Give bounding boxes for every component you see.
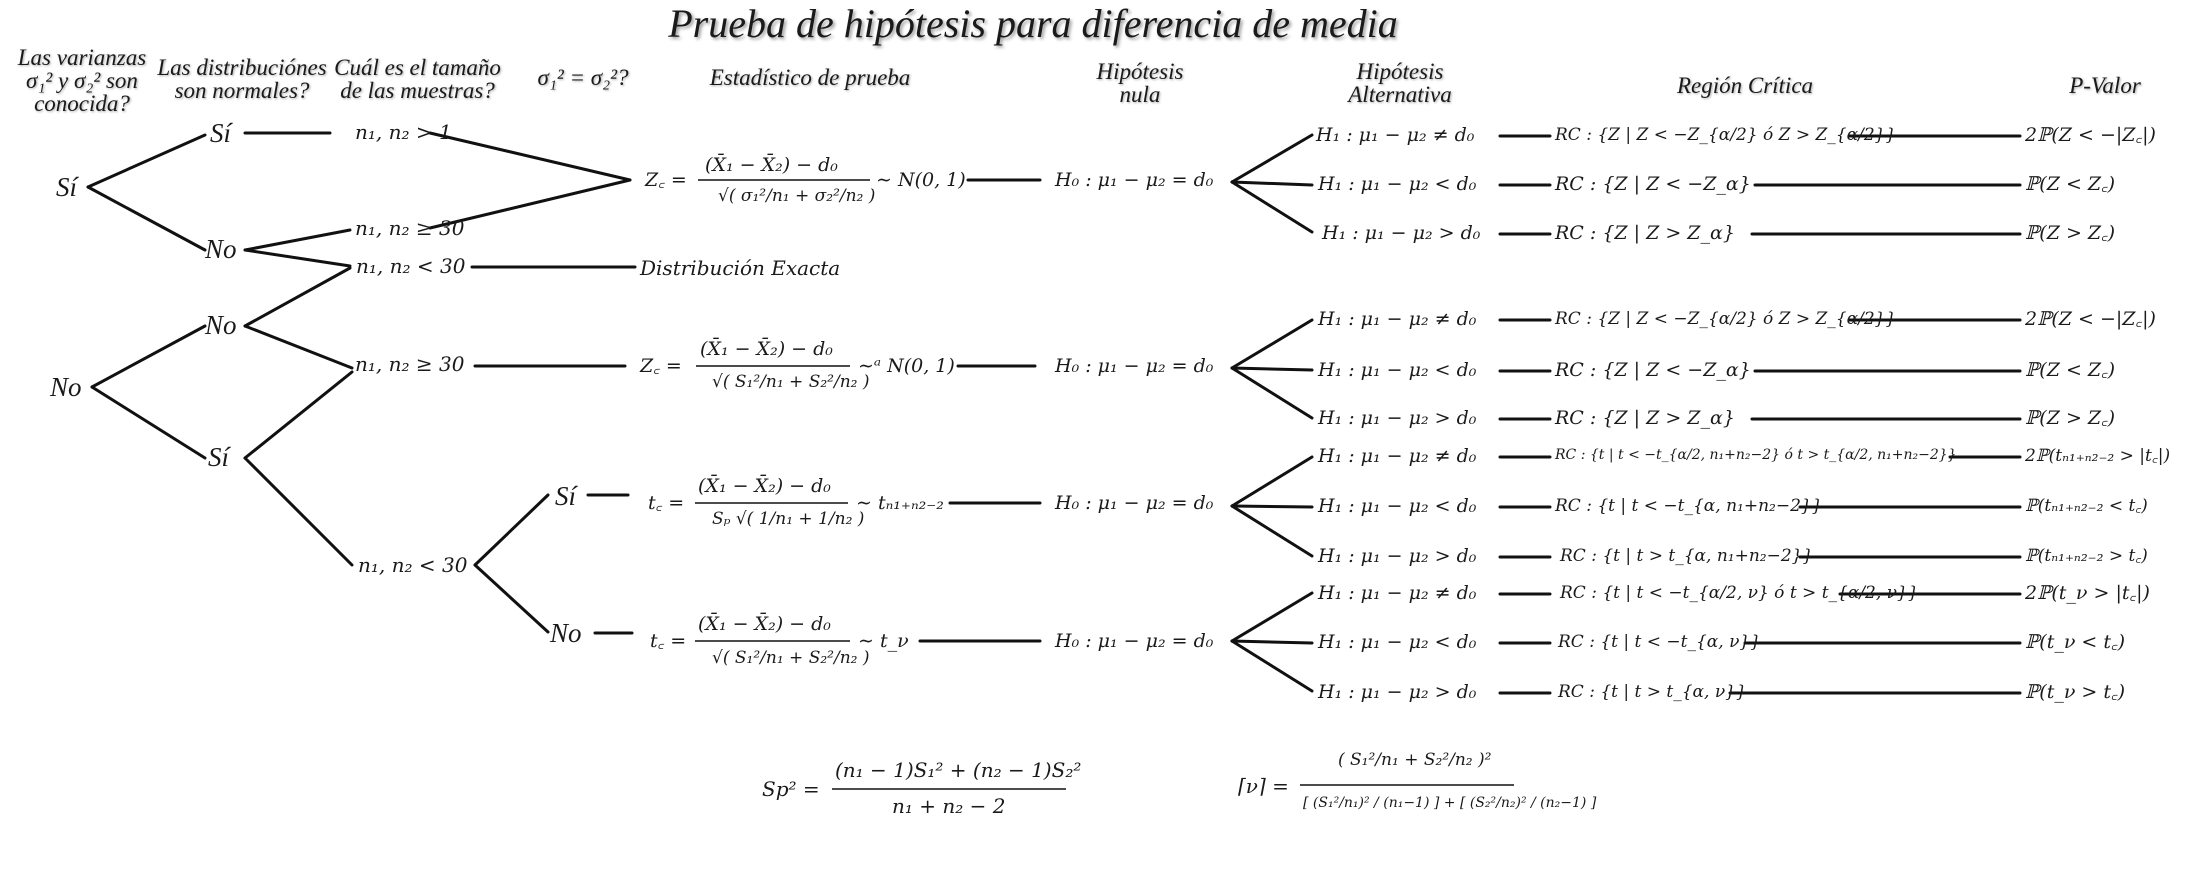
rc-z-lt-2: RC : {Z | Z < −Z_α} (1555, 359, 1751, 381)
pvalue-t-pooled-gt: ℙ(tₙ₁₊ₙ₂₋₂ > t꜀) (2025, 546, 2148, 566)
pvalue-z-ne-1: 2ℙ(Z < −|Z꜀|) (2025, 124, 2156, 146)
node-normal-yes: Sí (210, 118, 232, 148)
node-normal-no: No (205, 234, 237, 264)
alt-gt-2: H₁ : μ₁ − μ₂ > d₀ (1318, 407, 1477, 429)
node-normal-yes-2: Sí (208, 442, 230, 472)
pvalue-z-ne-2: 2ℙ(Z < −|Z꜀|) (2025, 308, 2156, 330)
pvalue-t-welch-ne: 2ℙ(t_ν > |t꜀|) (2025, 582, 2150, 604)
rc-t-welch-lt: RC : {t | t < −t_{α, ν}} (1558, 632, 1762, 652)
null-hypothesis-2: H₀ : μ₁ − μ₂ = d₀ (1055, 355, 1214, 377)
stat-t-welch-numerator: (X̄₁ − X̄₂) − d₀ (698, 613, 831, 635)
pvalue-t-pooled-ne: 2ℙ(tₙ₁₊ₙ₂₋₂ > |t꜀|) (2025, 446, 2171, 466)
alt-lt-3: H₁ : μ₁ − μ₂ < d₀ (1318, 495, 1477, 517)
stat-t-welch-denominator: √( S₁²/n₁ + S₂²/n₂ ) (712, 648, 870, 668)
stat-t-welch-distribution: ∼ t_ν (858, 630, 909, 652)
pvalue-z-lt-2: ℙ(Z < Z꜀) (2025, 359, 2116, 381)
stat-t-welch-lhs: t꜀ = (650, 630, 687, 652)
pooled-variance-lhs: Sp² = (762, 777, 820, 801)
stat-z-approx-denominator: √( S₁²/n₁ + S₂²/n₂ ) (712, 372, 870, 392)
null-hypothesis-4: H₀ : μ₁ − μ₂ = d₀ (1055, 630, 1214, 652)
size-n-lt-30-b: n₁, n₂ < 30 (358, 553, 468, 577)
stat-t-pooled-numerator: (X̄₁ − X̄₂) − d₀ (698, 475, 831, 497)
rc-z-ne-2: RC : {Z | Z < −Z_{α/2} ó Z > Z_{α/2}} (1555, 309, 1897, 329)
stat-z-approx-lhs: Z꜀ = (640, 355, 682, 377)
pvalue-z-lt-1: ℙ(Z < Z꜀) (2025, 173, 2116, 195)
stat-z-approx-numerator: (X̄₁ − X̄₂) − d₀ (700, 338, 833, 360)
header-p-valor: P-Valor (2069, 73, 2141, 98)
alt-gt-4: H₁ : μ₁ − μ₂ > d₀ (1318, 681, 1477, 703)
welch-df-numerator: ( S₁²/n₁ + S₂²/n₂ )² (1338, 750, 1492, 770)
stat-t-pooled-lhs: t꜀ = (648, 492, 685, 514)
node-normal-no-2: No (205, 310, 237, 340)
header-alternativa: Hipótesis Alternativa (1348, 59, 1452, 107)
stat-t-pooled-distribution: ∼ tₙ₁₊ₙ₂₋₂ (856, 492, 944, 514)
header-estadistico: Estadístico de prueba (709, 65, 911, 90)
header-normales: Las distribuciónes son normales? (157, 55, 327, 103)
pooled-variance-denominator: n₁ + n₂ − 2 (892, 794, 1006, 818)
alt-gt-1: H₁ : μ₁ − μ₂ > d₀ (1322, 222, 1481, 244)
diagram-title: Prueba de hipótesis para diferencia de media (668, 1, 1398, 46)
rc-t-pooled-lt: RC : {t | t < −t_{α, n₁+n₂−2}} (1555, 496, 1823, 516)
pvalue-t-welch-gt: ℙ(t_ν > t꜀) (2025, 681, 2126, 703)
alt-gt-3: H₁ : μ₁ − μ₂ > d₀ (1318, 545, 1477, 567)
size-n-ge-30: n₁, n₂ ≥ 30 (355, 216, 465, 240)
alt-lt-1: H₁ : μ₁ − μ₂ < d₀ (1318, 173, 1477, 195)
alt-ne-3: H₁ : μ₁ − μ₂ ≠ d₀ (1318, 445, 1477, 467)
stat-z-known-denominator: √( σ₁²/n₁ + σ₂²/n₂ ) (718, 186, 876, 206)
stat-z-approx-distribution: ∼ᵃ N(0, 1) (858, 355, 955, 377)
header-tamano: Cuál es el tamaño de las muestras? (334, 55, 501, 103)
alt-ne-2: H₁ : μ₁ − μ₂ ≠ d₀ (1318, 308, 1477, 330)
alt-ne-1: H₁ : μ₁ − μ₂ ≠ d₀ (1316, 124, 1475, 146)
alt-lt-4: H₁ : μ₁ − μ₂ < d₀ (1318, 631, 1477, 653)
stat-z-known-numerator: (X̄₁ − X̄₂) − d₀ (705, 154, 838, 176)
null-hypothesis-3: H₀ : μ₁ − μ₂ = d₀ (1055, 492, 1214, 514)
node-known-yes: Sí (56, 172, 78, 202)
alt-ne-4: H₁ : μ₁ − μ₂ ≠ d₀ (1318, 582, 1477, 604)
welch-df-lhs: ⌈ν⌉ = (1238, 774, 1289, 798)
pvalue-z-gt-1: ℙ(Z > Z꜀) (2025, 222, 2116, 244)
stat-z-known-lhs: Z꜀ = (645, 169, 687, 191)
stat-z-known-distribution: ∼ N(0, 1) (876, 169, 966, 191)
alt-lt-2: H₁ : μ₁ − μ₂ < d₀ (1318, 359, 1477, 381)
header-nula: Hipótesis nula (1096, 59, 1184, 107)
stat-exact-distribution: Distribución Exacta (640, 256, 841, 280)
pvalue-z-gt-2: ℙ(Z > Z꜀) (2025, 407, 2116, 429)
rc-t-welch-gt: RC : {t | t > t_{α, ν}} (1558, 682, 1747, 702)
header-region-critica: Región Crítica (1676, 73, 1814, 98)
welch-df-denominator: [ (S₁²/n₁)² / (n₁−1) ] + [ (S₂²/n₂)² / (n₂−1) ] (1303, 795, 1597, 811)
rc-t-welch-ne: RC : {t | t < −t_{α/2, ν} ó t > t_{α/2, ν}} (1560, 583, 1919, 603)
header-varianzas: Las varianzas σ₁² y σ₂² son conocida? (17, 45, 147, 116)
size-n-lt-30: n₁, n₂ < 30 (356, 254, 466, 278)
header-varianzas-iguales: σ₁² = σ₂²? (537, 65, 629, 90)
node-equal-yes: Sí (555, 481, 577, 511)
rc-t-pooled-ne: RC : {t | t < −t_{α/2, n₁+n₂−2} ó t > t_{α/2, n₁+n₂−2}} (1555, 447, 1957, 463)
rc-t-pooled-gt: RC : {t | t > t_{α, n₁+n₂−2}} (1560, 546, 1814, 566)
rc-z-ne-1: RC : {Z | Z < −Z_{α/2} ó Z > Z_{α/2}} (1555, 125, 1897, 145)
pvalue-t-pooled-lt: ℙ(tₙ₁₊ₙ₂₋₂ < t꜀) (2025, 496, 2148, 516)
rc-z-gt-1: RC : {Z | Z > Z_α} (1555, 222, 1735, 244)
rc-z-lt-1: RC : {Z | Z < −Z_α} (1555, 173, 1751, 195)
pooled-variance-numerator: (n₁ − 1)S₁² + (n₂ − 1)S₂² (835, 758, 1082, 782)
stat-t-pooled-denominator: Sₚ √( 1/n₁ + 1/n₂ ) (712, 509, 865, 529)
node-known-no: No (50, 372, 82, 402)
size-n-gt-1: n₁, n₂ > 1 (355, 120, 452, 144)
rc-z-gt-2: RC : {Z | Z > Z_α} (1555, 407, 1735, 429)
size-n-ge-30-b: n₁, n₂ ≥ 30 (355, 352, 465, 376)
null-hypothesis-1: H₀ : μ₁ − μ₂ = d₀ (1055, 169, 1214, 191)
pvalue-t-welch-lt: ℙ(t_ν < t꜀) (2025, 631, 2126, 653)
node-equal-no: No (550, 618, 582, 648)
